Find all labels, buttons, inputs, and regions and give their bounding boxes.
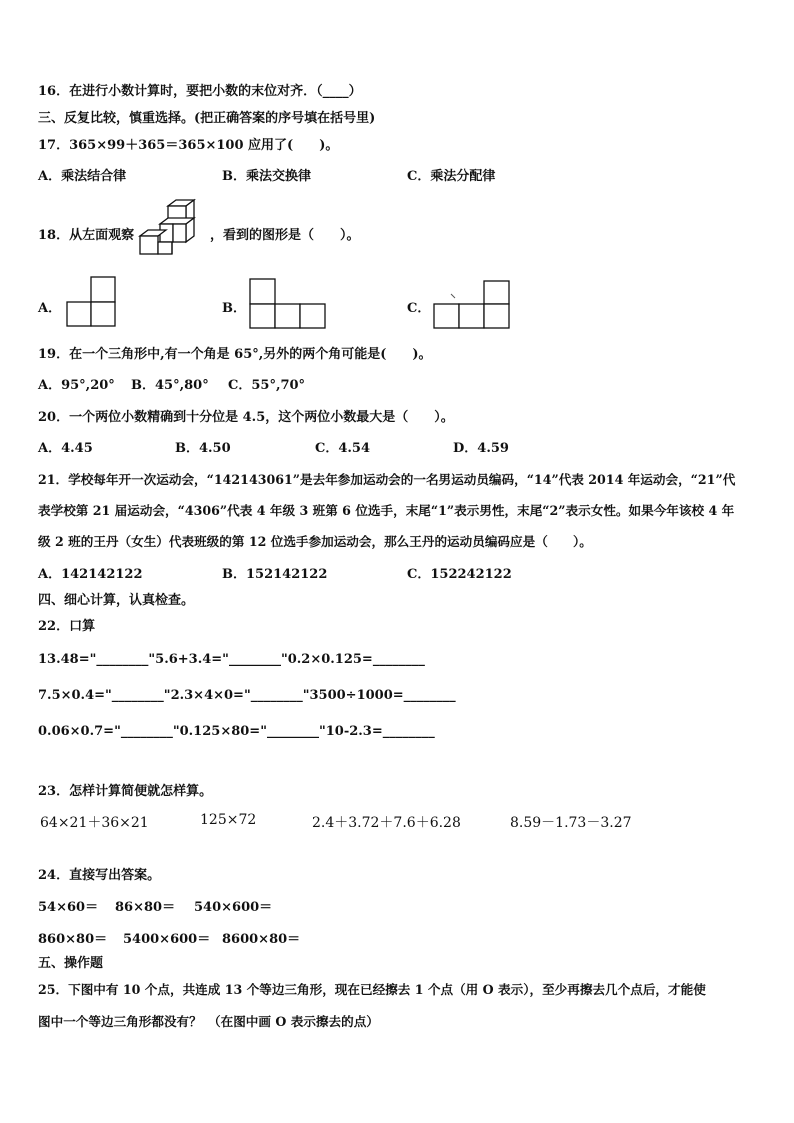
section3-title: 三、反复比较，慎重选择。(把正确答案的序号填在括号里) (38, 111, 376, 126)
q21-line-1: 21．学校每年开一次运动会，“142143061”是去年参加运动会的一名男运动员编码，“14”代表 2014 年运动会，“21”代 (38, 472, 736, 487)
q23-title: 23．怎样计算简便就怎样算。 (38, 784, 213, 799)
q21-line-2: 表学校第 21 届运动会，“4306”代表 4 年级 3 班第 6 位选手，末尾“1”表示男性，末尾“2”表示女性。如果今年该校 4 年 (38, 503, 735, 518)
q20-stem: 20．一个两位小数精确到十分位是 4.5，这个两位小数最大是（ ）。 (38, 410, 454, 425)
q18-option-a: A． (38, 301, 62, 316)
q20-option-c: C．4.54 (315, 441, 371, 456)
q17-option-a: A．乘法结合律 (38, 169, 127, 184)
q24-item-3: 540×600＝ (194, 900, 273, 915)
q18-option-c-figure (433, 280, 511, 330)
q25-line-2: 图中一个等边三角形都没有？ （在图中画 O 表示擦去的点） (38, 1014, 379, 1029)
q17-option-c: C．乘法分配律 (407, 169, 496, 184)
q23-expression-3: 2.4＋3.72＋7.6＋6.28 (312, 815, 461, 831)
q21-line-3: 级 2 班的王丹（女生）代表班级的第 12 位选手参加运动会，那么王丹的运动员编码应是（ ）。 (38, 534, 592, 549)
q23-expression-2: 125×72 (200, 812, 257, 828)
q18-option-b-figure (249, 278, 327, 330)
q21-option-b: B．152142122 (222, 567, 328, 582)
q19-option-c: C．55°,70° (228, 378, 306, 393)
q21-option-c: C．152242122 (407, 567, 512, 582)
q24-item-2: 86×80＝ (115, 900, 176, 915)
q23-expression-1: 64×21＋36×21 (40, 815, 149, 831)
q19-option-a: A．95°,20° (38, 378, 115, 393)
q22-row-1: 13.48="________"5.6+3.4="________"0.2×0.125=________ (38, 652, 425, 667)
q24-item-5: 5400×600＝ (123, 932, 211, 947)
q19-option-b: B．45°,80° (131, 378, 209, 393)
q22-row-3: 0.06×0.7="________"0.125×80="________"10-2.3=________ (38, 724, 435, 739)
q20-option-a: A．4.45 (38, 441, 93, 456)
q20-option-d: D．4.59 (453, 441, 509, 456)
q18-stem-after: ，看到的图形是（ ）。 (210, 228, 360, 243)
q24-item-1: 54×60＝ (38, 900, 99, 915)
q24-item-4: 860×80＝ (38, 932, 108, 947)
q19-stem: 19．在一个三角形中,有一个角是 65°,另外的两个角可能是( )。 (38, 347, 432, 362)
q17-stem: 17．365×99＋365＝365×100 应用了( )。 (38, 138, 339, 153)
q24-item-6: 8600×80＝ (222, 932, 301, 947)
q18-cube-figure (138, 200, 208, 260)
q18-stem-before: 18．从左面观察 (38, 228, 135, 243)
q24-title: 24．直接写出答案。 (38, 868, 161, 883)
q17-option-b: B．乘法交换律 (222, 169, 311, 184)
q18-option-c: C． (407, 301, 431, 316)
q16-statement: 16．在进行小数计算时，要把小数的末位对齐．（____） (38, 84, 362, 99)
q21-option-a: A．142142122 (38, 567, 143, 582)
section5-title: 五、操作题 (38, 956, 104, 971)
q22-row-2: 7.5×0.4="________"2.3×4×0="________"3500÷1000=________ (38, 688, 456, 703)
q25-line-1: 25．下图中有 10 个点，共连成 13 个等边三角形，现在已经擦去 1 个点（用 O 表示），至少再擦去几个点后，才能使 (38, 982, 706, 997)
q22-title: 22．口算 (38, 619, 96, 634)
q18-option-b: B． (222, 301, 246, 316)
q18-option-a-figure (66, 276, 118, 328)
q23-expression-4: 8.59－1.73－3.27 (510, 815, 632, 831)
section4-title: 四、细心计算，认真检查。 (38, 593, 195, 608)
q20-option-b: B．4.50 (175, 441, 231, 456)
